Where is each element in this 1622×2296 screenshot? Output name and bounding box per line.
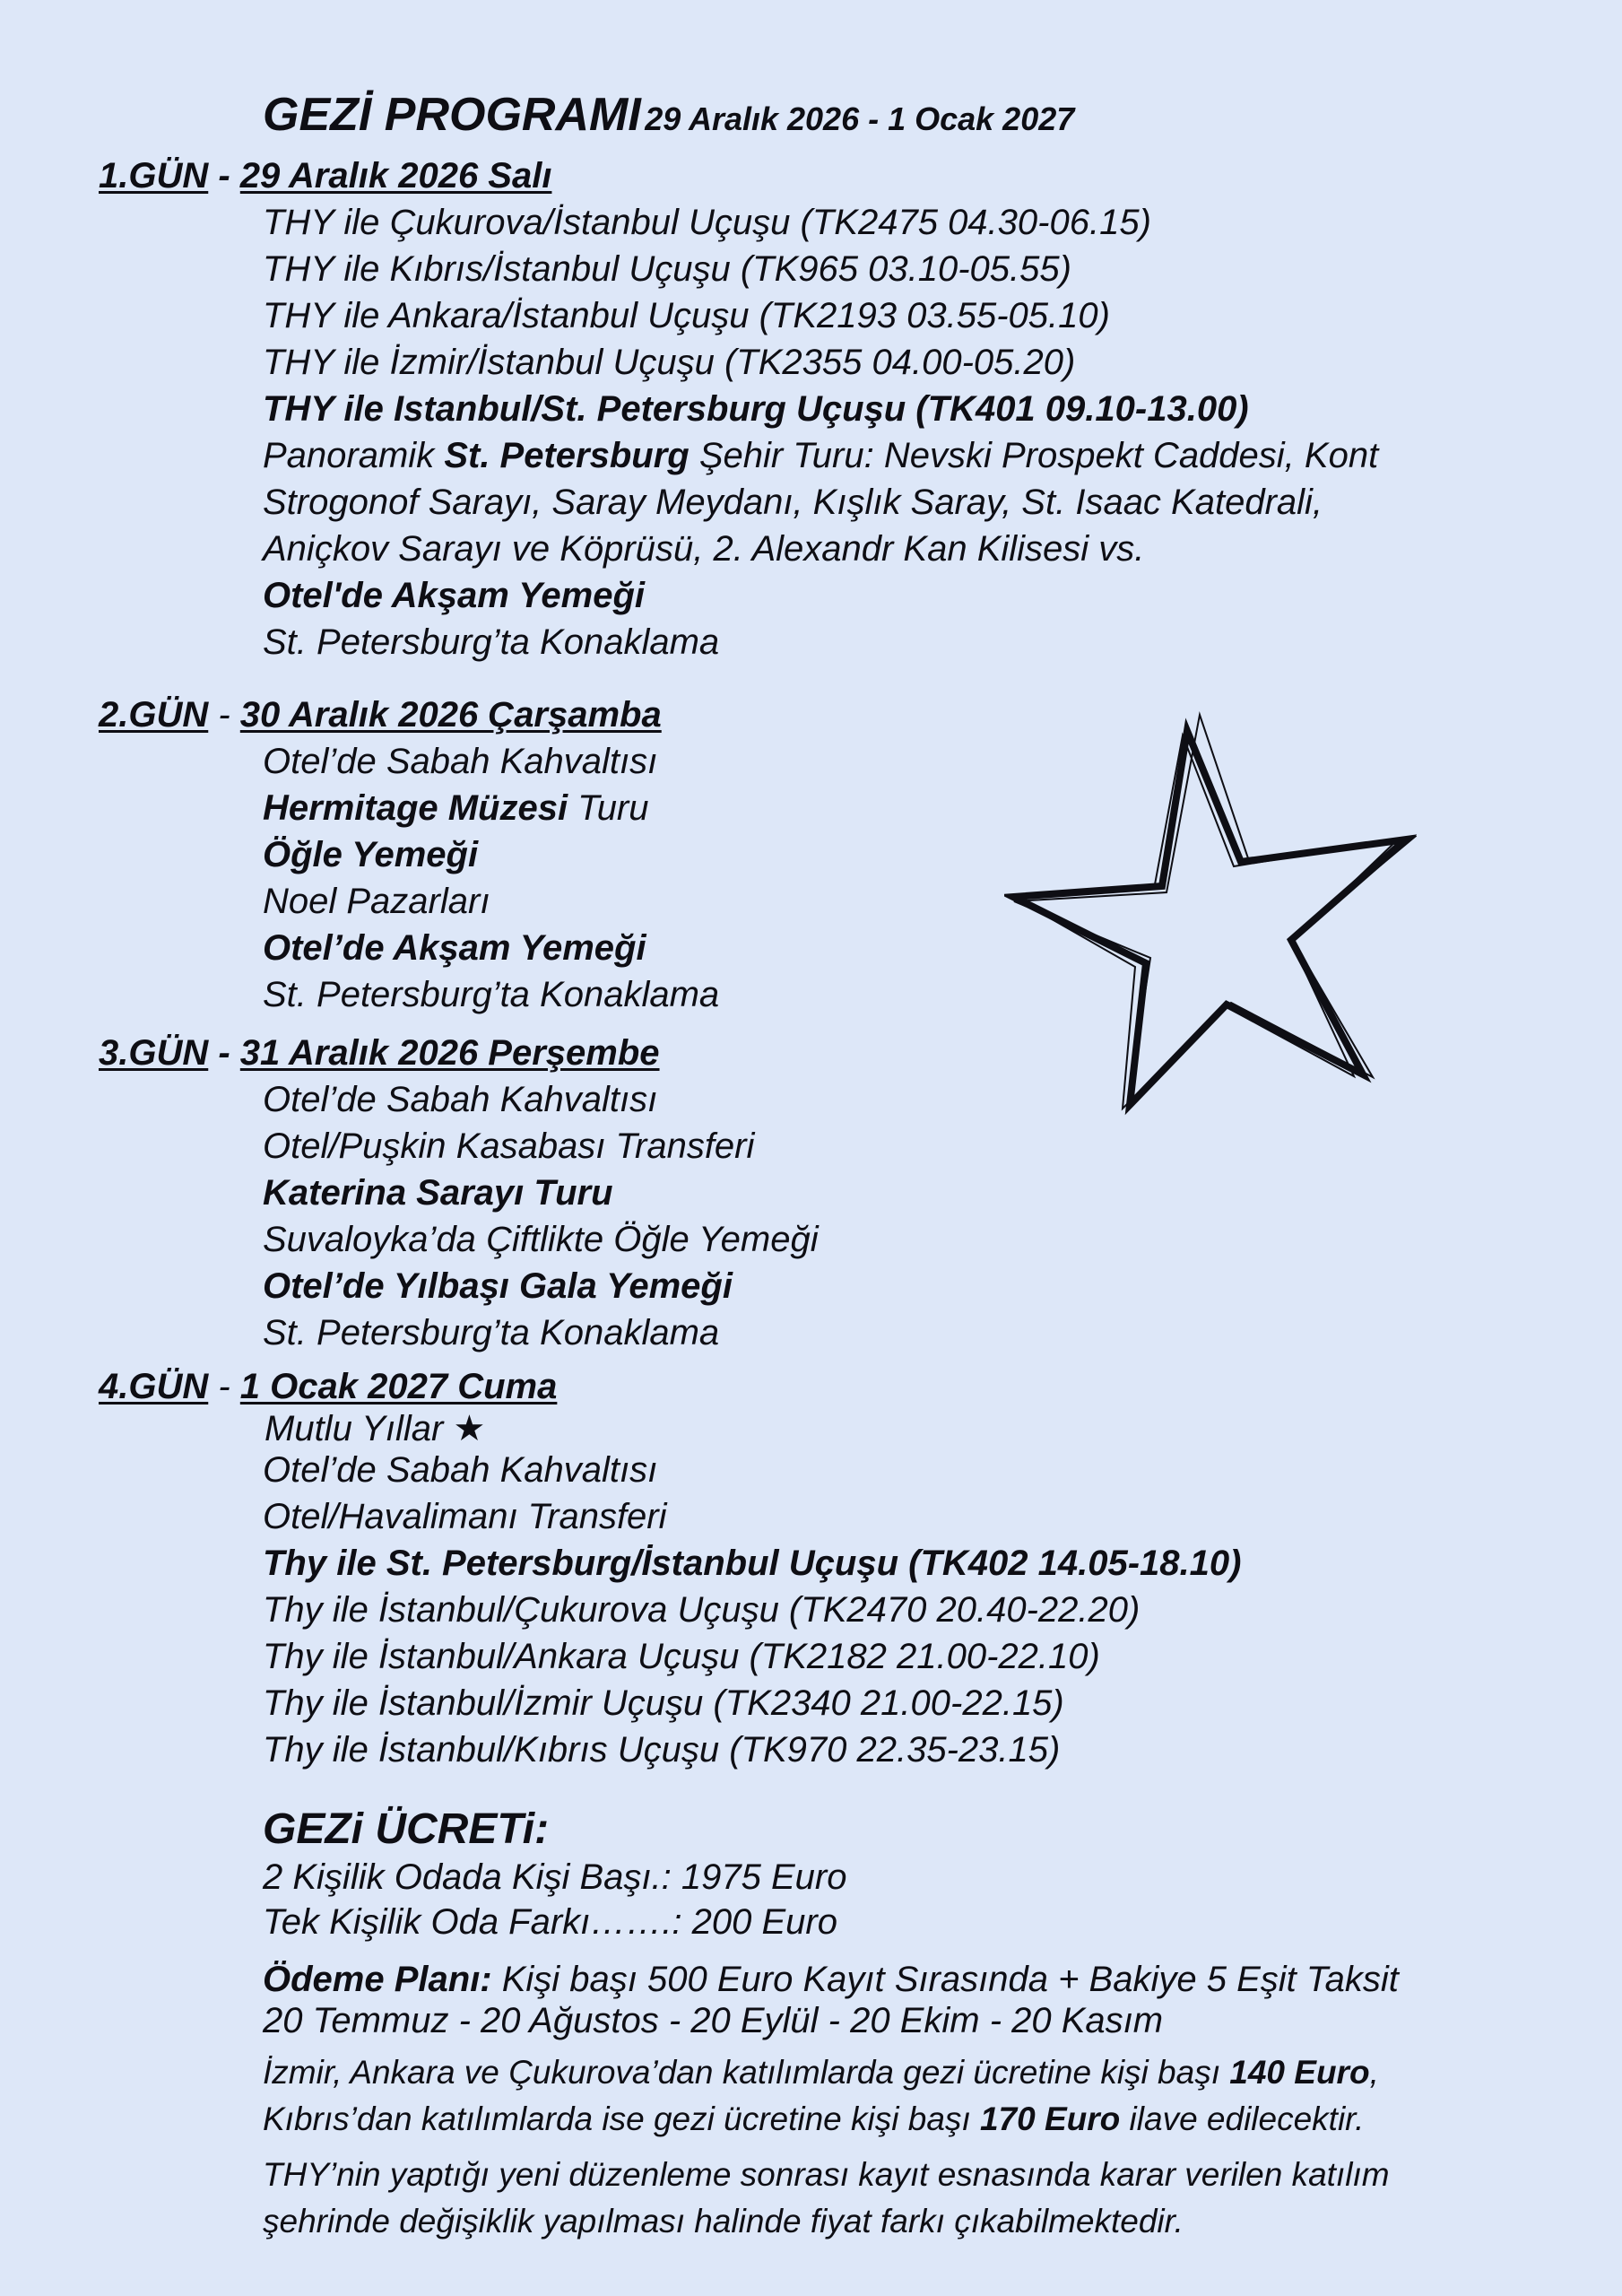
day-separator: - (208, 695, 240, 735)
text: Şehir Turu: Nevski Prospekt Caddesi, Kont (689, 436, 1379, 475)
extra-fee-line-1 (263, 2054, 1379, 2092)
day-3-item-palace-tour: Katerina Sarayı Turu (263, 1173, 613, 1213)
fee-double-room: 2 Kişilik Odada Kişi Başı.: 1975 Euro (263, 1857, 847, 1897)
day-1-item-city-tour (263, 435, 1378, 476)
extra-fee-line-2 (263, 2100, 1364, 2139)
day-4-item: Thy ile İstanbul/Çukurova Uçuşu (TK2470 20.40-22.20) (263, 1590, 1141, 1630)
day-separator: - (208, 1367, 240, 1406)
day-date: 30 Aralık 2026 Çarşamba (239, 695, 662, 735)
day-2-item-dinner: Otel’de Akşam Yemeği (263, 928, 646, 968)
day-4-item-return-flight: Thy ile St. Petersburg/İstanbul Uçuşu (TK402 14.05-18.10) (263, 1544, 1242, 1583)
day-3-item: Otel’de Sabah Kahvaltısı (263, 1080, 658, 1119)
day-2-item: Otel’de Sabah Kahvaltısı (263, 742, 658, 781)
text: Panoramik (263, 436, 445, 475)
text: Turu (568, 788, 649, 828)
text-bold: 170 Euro (979, 2100, 1121, 2137)
day-date: 1 Ocak 2027 Cuma (239, 1367, 558, 1406)
day-3-heading (99, 1033, 660, 1074)
day-4-item-new-year: Mutlu Yıllar ★ (265, 1409, 486, 1448)
day-1-item: St. Petersburg’ta Konaklama (263, 622, 720, 662)
day-4-item: Thy ile İstanbul/Kıbrıs Uçuşu (TK970 22.35-23.15) (263, 1730, 1061, 1770)
text-bold: Hermitage Müzesi (263, 788, 568, 828)
day-4-item: Otel/Havalimanı Transferi (263, 1497, 667, 1536)
text: İzmir, Ankara ve Çukurova’dan katılımlarda gezi ücretine kişi başı (263, 2054, 1230, 2091)
day-1-item: Strogonof Sarayı, Saray Meydanı, Kışlık Saray, St. Isaac Katedrali, (263, 483, 1323, 522)
day-label: 1.GÜN (99, 156, 209, 196)
day-date: 31 Aralık 2026 Perşembe (239, 1033, 660, 1073)
day-4-item: Thy ile İstanbul/İzmir Uçuşu (TK2340 21.00-22.15) (263, 1683, 1064, 1723)
day-2-heading (99, 695, 662, 735)
fee-title: GEZi ÜCRETi: (263, 1805, 550, 1853)
day-3-item: Otel/Puşkin Kasabası Transferi (263, 1126, 755, 1166)
day-1-item: THY ile İzmir/İstanbul Uçuşu (TK2355 04.00-05.20) (263, 343, 1076, 382)
day-4-item: Otel’de Sabah Kahvaltısı (263, 1450, 658, 1490)
day-2-item-museum (263, 787, 649, 829)
day-date: 29 Aralık 2026 Salı (239, 156, 552, 196)
day-1-item: Aniçkov Sarayı ve Köprüsü, 2. Alexandr Kan Kilisesi vs. (263, 529, 1145, 569)
day-2-item-lunch: Öğle Yemeği (263, 835, 479, 874)
text-bold: St. Petersburg (444, 436, 690, 475)
day-3-item: Suvaloyka’da Çiftlikte Öğle Yemeği (263, 1220, 819, 1259)
day-1-item: THY ile Kıbrıs/İstanbul Uçuşu (TK965 03.10-05.55) (263, 249, 1071, 289)
day-1-item: THY ile Çukurova/İstanbul Uçuşu (TK2475 04.30-06.15) (263, 203, 1151, 242)
day-4-heading (99, 1367, 557, 1407)
payment-label: Ödeme Planı: (263, 1960, 492, 1999)
day-3-item: St. Petersburg’ta Konaklama (263, 1313, 720, 1352)
day-separator: - (208, 156, 240, 196)
text-bold: 140 Euro (1229, 2054, 1370, 2091)
day-1-heading (99, 156, 551, 196)
day-4-item: Thy ile İstanbul/Ankara Uçuşu (TK2182 21.00-22.10) (263, 1637, 1100, 1676)
day-2-item: St. Petersburg’ta Konaklama (263, 975, 720, 1014)
day-label: 2.GÜN (99, 695, 209, 735)
payment-installments: 20 Temmuz - 20 Ağustos - 20 Eylül - 20 Ekim - 20 Kasım (263, 2001, 1164, 2040)
day-1-item-dinner: Otel'de Akşam Yemeği (263, 576, 645, 615)
page-title (263, 88, 1074, 142)
note-line-1: THY’nin yaptığı yeni düzenleme sonrası kayıt esnasında karar verilen katılım (263, 2156, 1390, 2193)
text: ilave edilecektir. (1120, 2100, 1365, 2137)
day-label: 3.GÜN (99, 1033, 209, 1073)
payment-plan (263, 1959, 1399, 2000)
star-icon (1004, 709, 1417, 1130)
text: , (1369, 2054, 1379, 2091)
title-main: GEZİ PROGRAMI (263, 89, 641, 141)
day-3-item-gala-dinner: Otel’de Yılbaşı Gala Yemeği (263, 1266, 733, 1306)
title-dates: 29 Aralık 2026 - 1 Ocak 2027 (645, 100, 1075, 137)
day-separator: - (208, 1033, 240, 1073)
note-line-2: şehrinde değişiklik yapılması halinde fiyat farkı çıkabilmektedir. (263, 2203, 1184, 2239)
day-1-item-flight: THY ile Istanbul/St. Petersburg Uçuşu (TK401 09.10-13.00) (263, 389, 1249, 429)
fee-single-supplement: Tek Kişilik Oda Farkı…….: 200 Euro (263, 1902, 837, 1942)
text: Kıbrıs’dan katılımlarda ise gezi ücretine kişi başı (263, 2100, 980, 2137)
payment-text: Kişi başı 500 Euro Kayıt Sırasında + Bakiye 5 Eşit Taksit (491, 1960, 1399, 1999)
day-1-item: THY ile Ankara/İstanbul Uçuşu (TK2193 03.55-05.10) (263, 296, 1110, 335)
day-2-item: Noel Pazarları (263, 882, 490, 921)
day-label: 4.GÜN (99, 1367, 209, 1406)
